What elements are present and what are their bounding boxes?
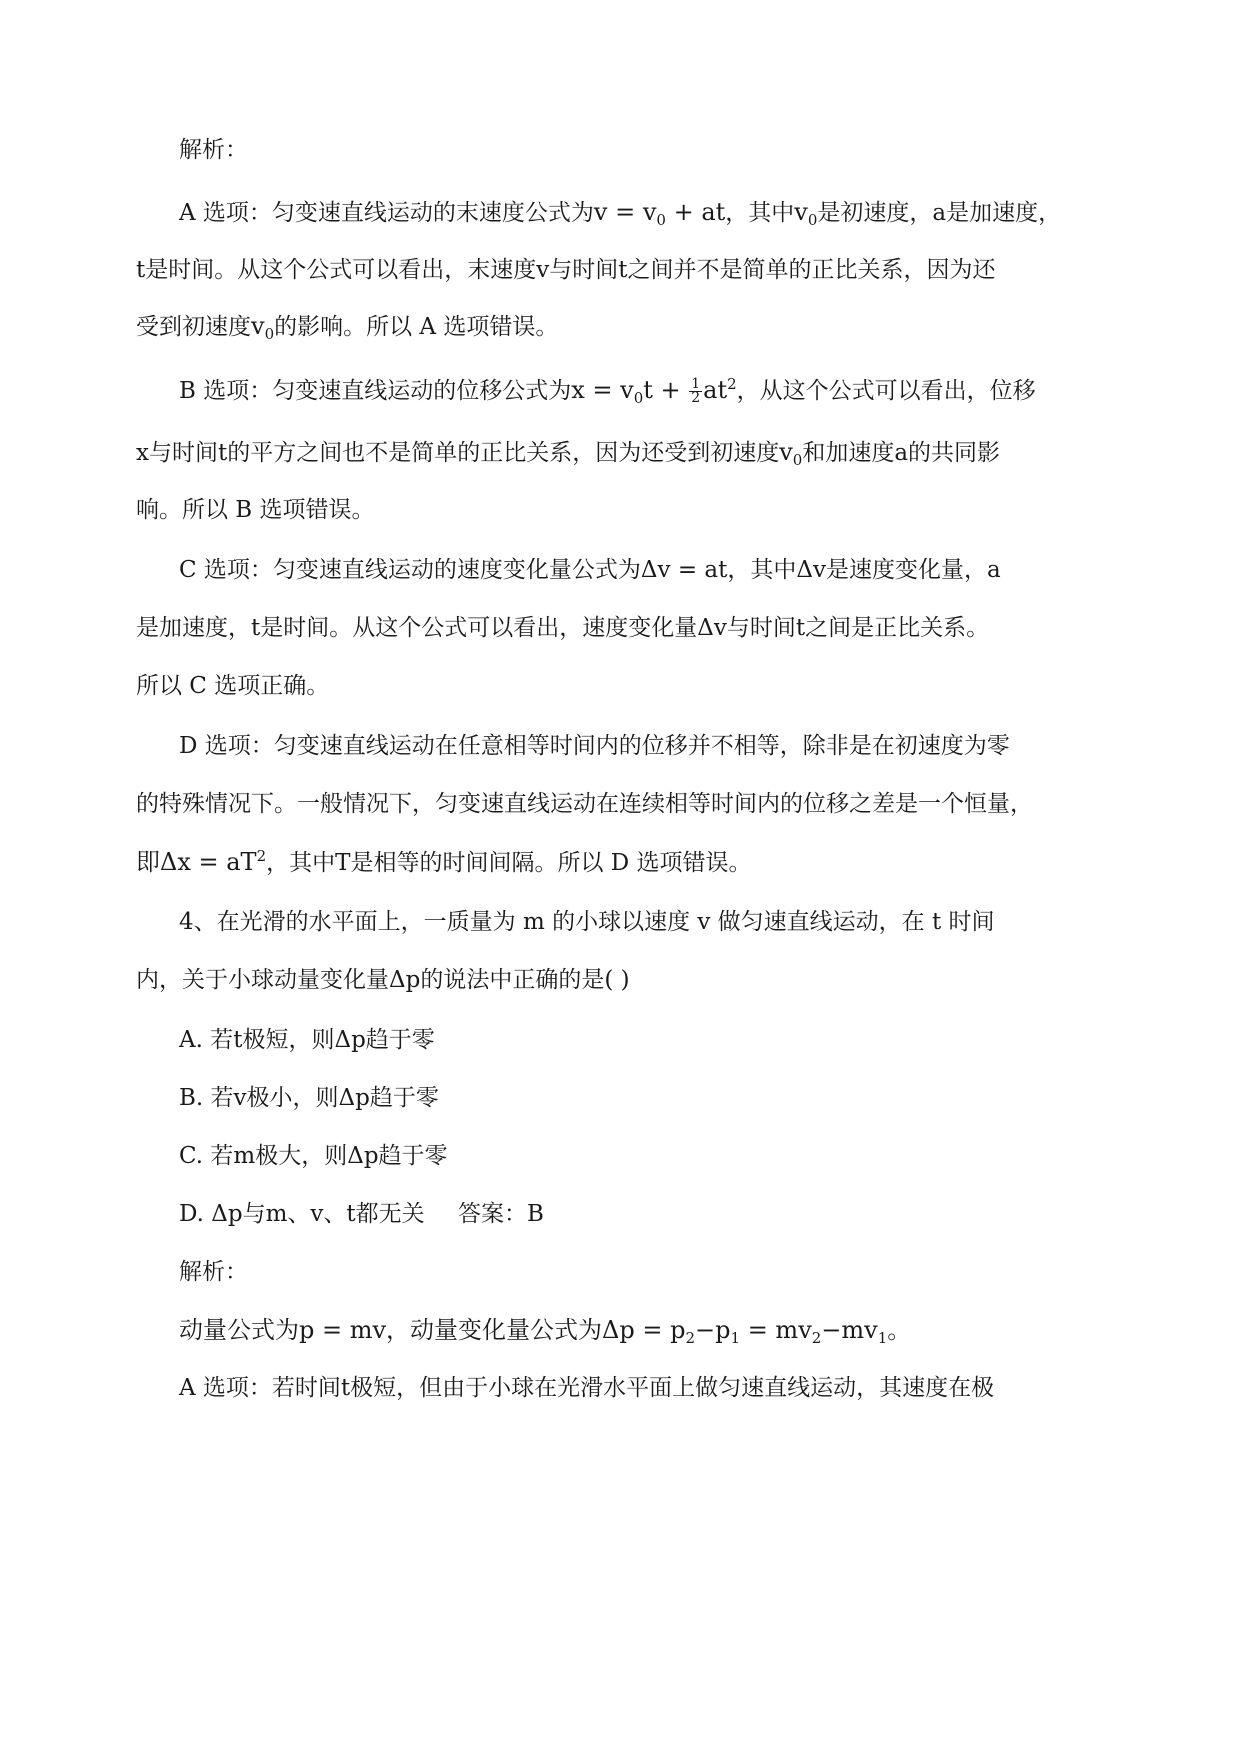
- symbol: v: [251, 312, 265, 340]
- subscript: 2: [685, 1329, 696, 1347]
- formula-part: v = v: [593, 198, 657, 226]
- text: 是加速度，t是时间。从这个公式可以看出，速度变化量Δv与时间t之间是正比关系。: [136, 615, 990, 641]
- option-b-line-2: [136, 434, 1000, 471]
- symbol-v0: [794, 198, 818, 229]
- text: t是时间。从这个公式可以看出，末速度v与时间t之间并不是简单的正比关系，因为还: [136, 257, 996, 283]
- text: A 选项：若时间t极短，但由于小球在光滑水平面上做匀速直线运动，其速度在极: [179, 1375, 995, 1401]
- option-c-line-2: [136, 610, 989, 646]
- text: x与时间t的平方之间也不是简单的正比关系，因为还受到初速度: [136, 440, 780, 466]
- option-c-line-3: [136, 668, 329, 704]
- option-b-line-1: [179, 372, 1036, 409]
- text: 响。所以 B 选项错误。: [136, 497, 375, 523]
- analysis-heading-2: [179, 1254, 248, 1290]
- text: 4、在光滑的水平面上，一质量为 m 的小球以速度 v 做匀速直线运动，在 t 时间: [179, 909, 995, 935]
- analysis-heading-text: 解析：: [179, 1259, 248, 1285]
- text: ，从这个公式可以看出，位移: [736, 378, 1036, 404]
- option-a-line-3: [136, 308, 558, 345]
- subscript: 0: [633, 389, 644, 407]
- denominator: 2: [691, 390, 701, 406]
- question-4-stem-line-1: [179, 904, 995, 940]
- option-d-line-1: [179, 728, 1010, 764]
- text: 的影响。所以 A 选项错误。: [274, 314, 559, 340]
- formula-displacement: [571, 375, 737, 407]
- answer: [458, 1196, 544, 1232]
- option-a-line-1: [179, 194, 1061, 231]
- answer-text: 答案：B: [458, 1201, 544, 1227]
- momentum-formula-line: [179, 1312, 911, 1349]
- subscript: 0: [792, 451, 803, 469]
- option-d-line-2: [136, 786, 1033, 822]
- formula-part: 动量公式为p = mv，动量变化量公式为Δp = p: [179, 1316, 686, 1344]
- subscript: 1: [877, 1329, 888, 1347]
- text: 受到初速度: [136, 314, 251, 340]
- symbol: v: [779, 438, 793, 466]
- formula-part: at: [703, 376, 728, 404]
- formula-part: = mv: [740, 1316, 812, 1344]
- analysis-heading: [179, 132, 248, 168]
- choice-text: A. 若t极短，则Δp趋于零: [179, 1027, 435, 1053]
- formula-velocity: [593, 198, 726, 229]
- text: D 选项：匀变速直线运动在任意相等时间内的位移并不相等，除非是在初速度为零: [179, 733, 1010, 759]
- formula-part: −p: [695, 1316, 731, 1344]
- symbol-v0: [251, 312, 275, 343]
- fraction-half: [689, 378, 702, 405]
- text: A 选项：匀变速直线运动的末速度公式为: [179, 200, 594, 226]
- text: 是初速度，a是加速度，: [817, 200, 1062, 226]
- text: 所以 C 选项正确。: [136, 673, 330, 699]
- choice-d: [179, 1196, 425, 1232]
- choice-b: [179, 1080, 439, 1116]
- symbol-v0: [779, 438, 803, 469]
- text: B 选项：匀变速直线运动的位移公式为: [179, 378, 572, 404]
- subscript: 0: [264, 325, 275, 343]
- text: 和加速度a的共同影: [802, 440, 1001, 466]
- choice-a: [179, 1022, 435, 1058]
- superscript: 2: [256, 847, 267, 865]
- option-b-line-3: [136, 492, 375, 528]
- text: 内，关于小球动量变化量Δp的说法中正确的是( ): [136, 967, 630, 993]
- choice-text: B. 若v极小，则Δp趋于零: [179, 1085, 439, 1111]
- formula-part: −mv: [821, 1316, 878, 1344]
- option-d-line-3: [136, 844, 752, 881]
- subscript: 0: [656, 211, 666, 229]
- text: ，其中T是相等的时间间隔。所以 D 选项错误。: [266, 850, 752, 876]
- choice-text: C. 若m极大，则Δp趋于零: [179, 1143, 448, 1169]
- choice-text: D. Δp与m、v、t都无关: [179, 1201, 425, 1227]
- formula-momentum: [179, 1316, 912, 1347]
- analysis-heading-text: 解析：: [179, 137, 248, 163]
- subscript: 0: [807, 211, 818, 229]
- numerator: 1: [691, 376, 701, 392]
- choice-c: [179, 1138, 448, 1174]
- formula-part: x = v: [571, 376, 634, 404]
- option-c-line-1: [179, 552, 1001, 588]
- option-a-line-2: [136, 252, 995, 288]
- superscript: 2: [727, 375, 737, 393]
- formula-part: 。: [887, 1316, 912, 1344]
- text: C 选项：匀变速直线运动的速度变化量公式为Δv = at，其中Δv是速度变化量，a: [179, 557, 1001, 583]
- formula-part: 即Δx = aT: [136, 848, 257, 876]
- formula-part: t +: [643, 376, 689, 404]
- formula-part: + at: [665, 198, 726, 226]
- option-a-analysis-line-1: [179, 1370, 994, 1406]
- subscript: 1: [730, 1329, 741, 1347]
- symbol: v: [794, 198, 808, 226]
- subscript: 2: [811, 1329, 822, 1347]
- text: ，其中: [725, 200, 795, 226]
- formula-delta-x: [136, 848, 266, 876]
- question-4-stem-line-2: [136, 962, 630, 998]
- text: 的特殊情况下。一般情况下，匀变速直线运动在连续相等时间内的位移之差是一个恒量，: [136, 791, 1033, 817]
